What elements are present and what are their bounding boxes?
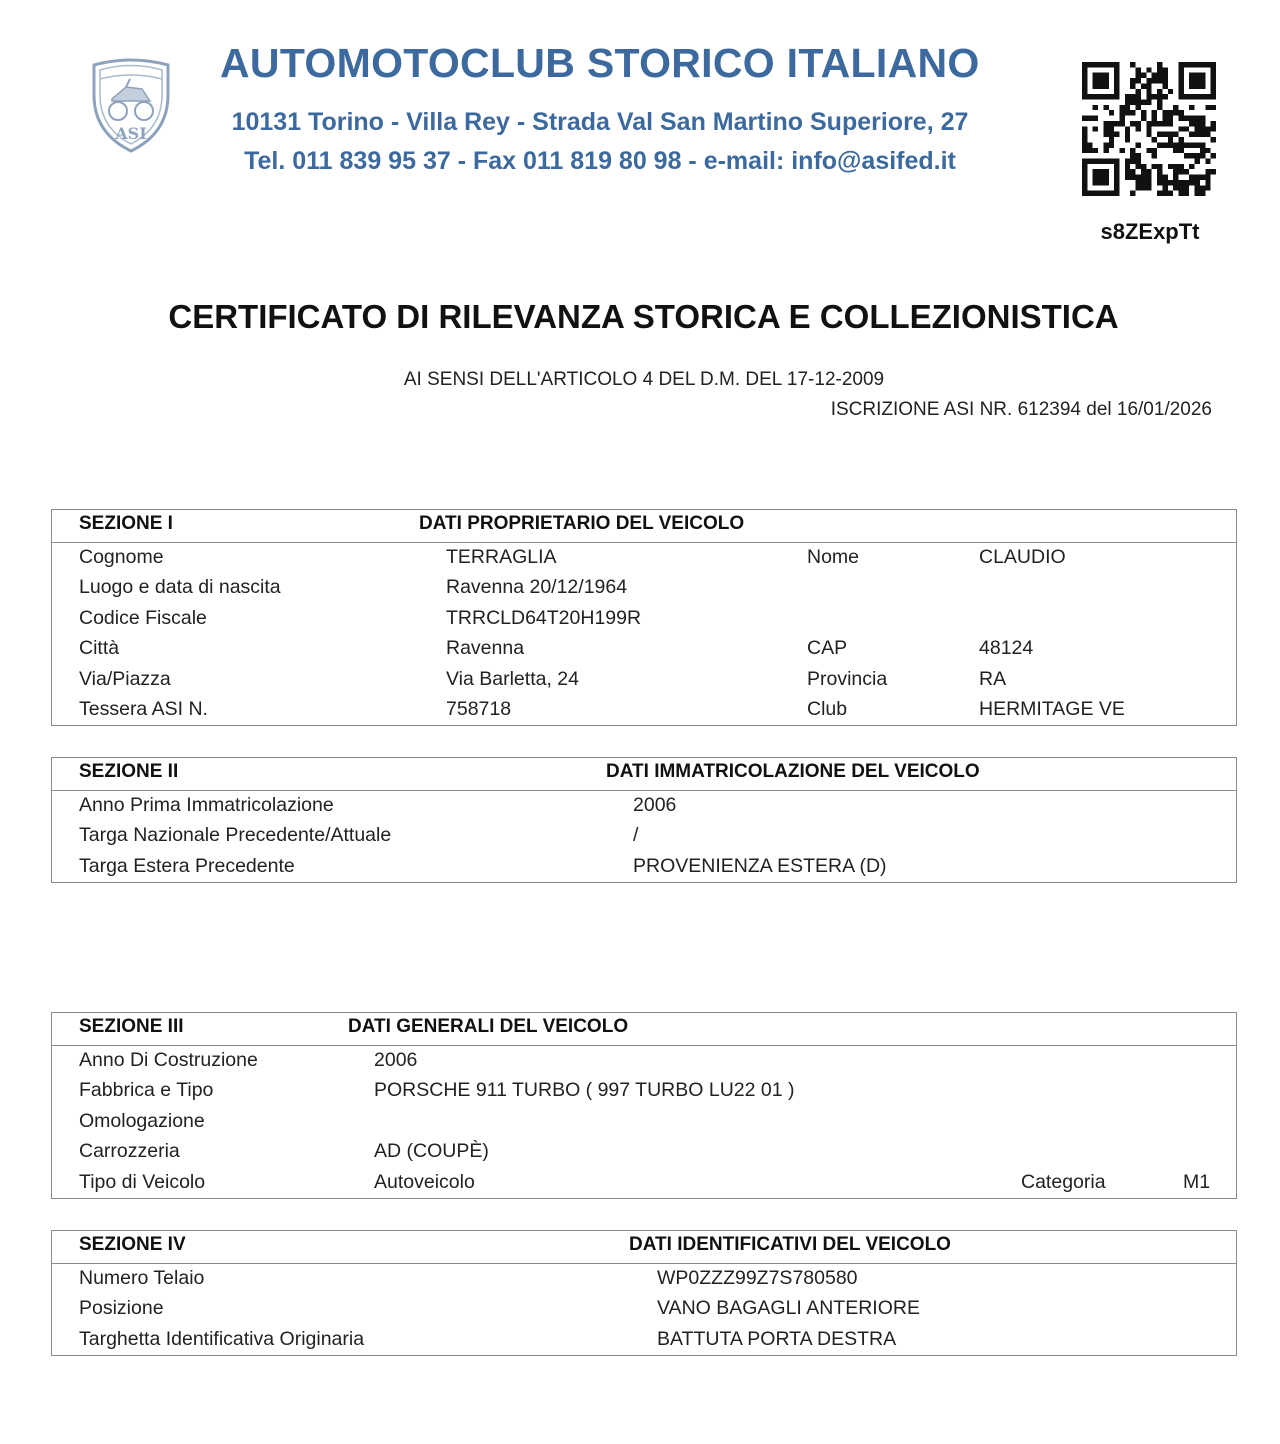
field-value: / (633, 824, 639, 847)
section-general-data (51, 1012, 1237, 1199)
table-row (52, 695, 1236, 725)
table-row (52, 821, 1236, 851)
field-value: Via Barletta, 24 (446, 667, 579, 690)
field-label: Omologazione (79, 1109, 205, 1132)
organization-contacts: Tel. 011 839 95 37 - Fax 011 819 80 98 - e-mail: info@asifed.it (244, 147, 956, 175)
legal-reference: AI SENSI DELL'ARTICOLO 4 DEL D.M. DEL 17-12-2009 (403, 369, 885, 390)
field-value: 2006 (374, 1049, 418, 1071)
field-label: Anno Prima Immatricolazione (79, 794, 334, 816)
section-header (52, 758, 1236, 791)
field-label: Via/Piazza (79, 667, 171, 690)
field-label: Fabbrica e Tipo (79, 1079, 214, 1102)
table-row (52, 1076, 1236, 1106)
field-label: Codice Fiscale (79, 606, 207, 629)
table-row (52, 634, 1236, 664)
organization-address: 10131 Torino - Villa Rey - Strada Val San Martino Superiore, 27 (231, 108, 969, 136)
field-label: Targa Nazionale Precedente/Attuale (79, 824, 392, 847)
field-value: 2006 (633, 794, 677, 816)
field-label: Città (79, 637, 120, 660)
certificate-code: s8ZExpTt (1100, 219, 1200, 244)
section-header (52, 1013, 1236, 1046)
section-registration-data (51, 757, 1237, 883)
field-value: WP0ZZZ99Z7S780580 (657, 1267, 858, 1289)
field-value: VANO BAGAGLI ANTERIORE (657, 1297, 920, 1320)
field-label: Categoria (1021, 1170, 1106, 1193)
table-row (52, 1294, 1236, 1324)
field-value: PORSCHE 911 TURBO ( 997 TURBO LU22 01 ) (374, 1079, 795, 1102)
section-identification-data (51, 1230, 1237, 1356)
field-label: Targa Estera Precedente (79, 854, 295, 877)
field-value: M1 (1183, 1170, 1211, 1193)
field-value: 758718 (446, 697, 512, 720)
field-value: PROVENIENZA ESTERA (D) (633, 854, 887, 877)
table-row (52, 791, 1236, 821)
table-row (52, 1325, 1236, 1355)
section-owner-data (51, 509, 1237, 726)
section-title: DATI GENERALI DEL VEICOLO (348, 1016, 629, 1037)
registration-number: ISCRIZIONE ASI NR. 612394 del 16/01/2026 (830, 399, 1212, 420)
table-row (52, 1264, 1236, 1294)
field-label: Club (807, 697, 848, 720)
section-title: DATI PROPRIETARIO DEL VEICOLO (419, 513, 745, 534)
document-title: CERTIFICATO DI RILEVANZA STORICA E COLLEZIONISTICA (168, 298, 1119, 335)
table-row (52, 1046, 1236, 1076)
field-label: Nome (807, 546, 860, 568)
section-label: SEZIONE II (79, 761, 179, 782)
field-label: Tipo di Veicolo (79, 1170, 206, 1193)
section-title: DATI IMMATRICOLAZIONE DEL VEICOLO (606, 761, 980, 782)
field-value: Ravenna 20/12/1964 (446, 576, 628, 599)
asi-logo (86, 55, 176, 153)
qr-code-icon (1082, 62, 1216, 196)
field-label: Posizione (79, 1297, 164, 1320)
table-row (52, 543, 1236, 573)
section-header (52, 510, 1236, 543)
table-row (52, 604, 1236, 634)
table-row (52, 852, 1236, 882)
section-label: SEZIONE I (79, 513, 173, 534)
section-label: SEZIONE III (79, 1016, 184, 1037)
svg-text:ASI: ASI (115, 124, 147, 143)
field-value: RA (979, 667, 1007, 690)
section-header (52, 1231, 1236, 1264)
field-value: AD (COUPÈ) (374, 1140, 489, 1163)
field-label: Numero Telaio (79, 1267, 205, 1289)
table-row (52, 573, 1236, 603)
section-label: SEZIONE IV (79, 1234, 186, 1255)
table-row (52, 1137, 1236, 1167)
field-label: Tessera ASI N. (79, 697, 208, 720)
field-label: Carrozzeria (79, 1140, 180, 1163)
field-value: TRRCLD64T20H199R (446, 606, 642, 629)
section-title: DATI IDENTIFICATIVI DEL VEICOLO (629, 1234, 951, 1255)
field-value: CLAUDIO (979, 546, 1066, 568)
field-label: CAP (807, 637, 848, 660)
field-value: Ravenna (446, 637, 525, 660)
field-label: Cognome (79, 546, 164, 568)
field-label: Anno Di Costruzione (79, 1049, 258, 1071)
table-row (52, 1168, 1236, 1198)
field-label: Provincia (807, 667, 888, 690)
field-label: Luogo e data di nascita (79, 576, 281, 599)
field-value: Autoveicolo (374, 1170, 475, 1193)
field-value: HERMITAGE VE (979, 697, 1125, 720)
field-value: BATTUTA PORTA DESTRA (657, 1327, 897, 1350)
organization-name: AUTOMOTOCLUB STORICO ITALIANO (220, 40, 980, 86)
table-row (52, 665, 1236, 695)
field-label: Targhetta Identificativa Originaria (79, 1327, 365, 1350)
field-value: TERRAGLIA (446, 546, 557, 568)
table-row (52, 1107, 1236, 1137)
field-value: 48124 (979, 637, 1034, 660)
